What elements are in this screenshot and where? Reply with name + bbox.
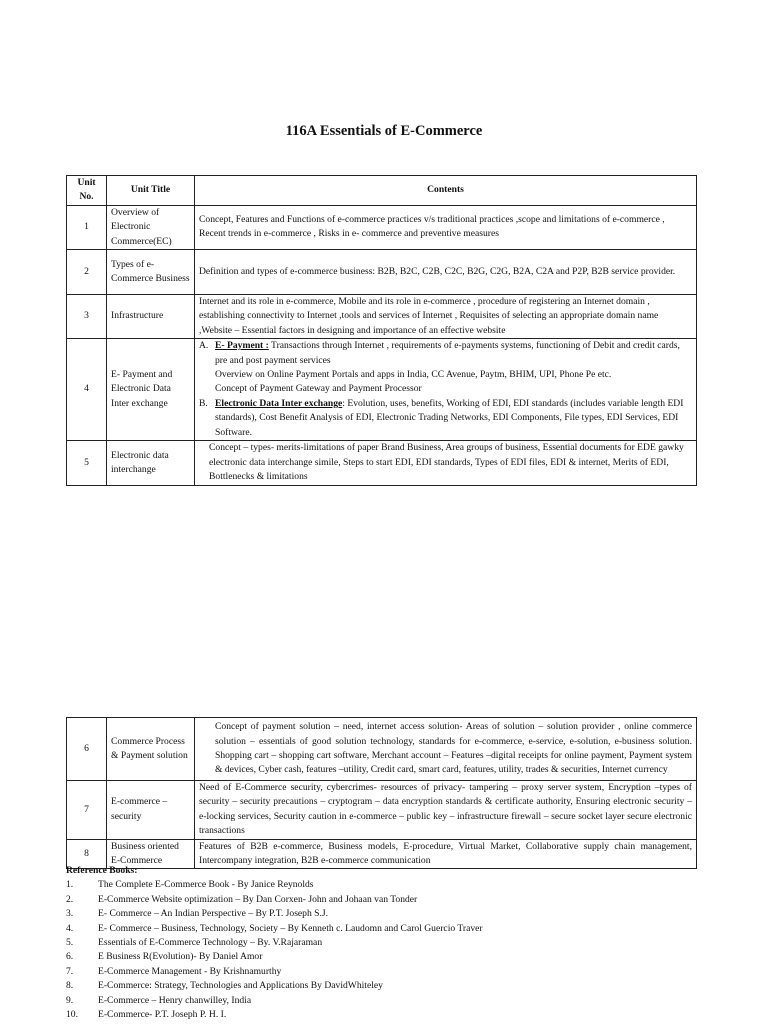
- subsection-a-line-2: Overview on Online Payment Portals and apps in India, CC Avenue, Paytm, BHIM, UPI, Phone Pe etc.: [215, 369, 612, 381]
- syllabus-table-part-1: [66, 175, 697, 486]
- unit-no: 2: [67, 250, 107, 295]
- unit-no: 1: [67, 205, 107, 249]
- unit-title: Types of e-Commerce Business: [107, 250, 195, 295]
- unit-title: E-commerce – security: [107, 781, 195, 840]
- list-item: 7. E-Commerce Management - By Krishnamurthy: [66, 965, 282, 977]
- unit-contents: Internet and its role in e-commerce, Mobile and its role in e-commerce , procedure of registering an Internet domain , establishing connectivity to Internet ,tools and services of Internet , Requisites of selecting an appropriate domain name ,Website – Essential factors in designing and importance of an effective website: [195, 295, 697, 339]
- header-unit-no: Unit No.: [67, 176, 107, 206]
- unit-title: E- Payment and Electronic Data Inter exchange: [107, 339, 195, 441]
- table-row: [67, 441, 697, 486]
- reference-books-heading: Reference Books:: [66, 865, 138, 876]
- list-item: 9. E-Commerce – Henry chanwilley, India: [66, 994, 252, 1006]
- subsection-a: [199, 339, 692, 368]
- unit-title: Commerce Process & Payment solution: [107, 718, 195, 781]
- table-row: [67, 339, 697, 441]
- table-row: [67, 250, 697, 295]
- syllabus-table-part-2: [66, 717, 697, 869]
- subsection-b: [199, 397, 692, 440]
- list-item: 8. E-Commerce: Strategy, Technologies and Applications By DavidWhiteley: [66, 980, 383, 992]
- unit-no: 7: [67, 781, 107, 840]
- unit-contents: Concept – types- merits-limitations of paper Brand Business, Area groups of business, Essential documents for EDE gawky electronic data interchange simile, Steps to start EDI, EDI standards, Types of EDI files, EDI & internet, Merits of EDI, Bottlenecks & limitations: [195, 441, 697, 486]
- table-row: [67, 205, 697, 249]
- unit-title: Infrastructure: [107, 295, 195, 339]
- subsection-a-heading: E- Payment :: [215, 340, 269, 352]
- subsection-b-text: : Evolution, uses, benefits, Working of EDI, EDI standards (includes variable length EDI standards), Cost Benefit Analysis of EDI, Electronic Trading Networks, EDI Components, File types, EDI Services, EDI Software.: [215, 397, 684, 438]
- list-item: 5. Essentials of E-Commerce Technology – By. V.Rajaraman: [66, 937, 323, 949]
- unit-no: 6: [67, 718, 107, 781]
- reference-books: [66, 864, 706, 1022]
- unit-no: 3: [67, 295, 107, 339]
- unit-contents: [195, 339, 697, 441]
- subsection-a-line-3: Concept of Payment Gateway and Payment Processor: [215, 383, 422, 395]
- subsection-b-heading: Electronic Data Inter exchange: [215, 397, 343, 409]
- header-contents: Contents: [195, 176, 697, 206]
- unit-no: 8: [67, 839, 107, 869]
- unit-no: 4: [67, 339, 107, 441]
- subsection-a-text: Transactions through Internet , requirements of e-payments systems, functioning of Debit and credit cards, pre and post payment services: [215, 340, 680, 366]
- header-unit-title: Unit Title: [107, 176, 195, 206]
- unit-title: Overview of Electronic Commerce(EC): [107, 205, 195, 249]
- list-item: 10. E-Commerce- P.T. Joseph P. H. I.: [66, 1009, 227, 1021]
- list-item: 4. E- Commerce – Business, Technology, Society – By Kenneth c. Laudomn and Carol Guercio Traver: [66, 922, 483, 934]
- unit-contents: Need of E-Commerce security, cybercrimes- resources of privacy- tampering – proxy server system, Encryption –types of security – security precautions – cryptogram – data encryption standards & certificate authority, Ensuring electronic security – e-locking services, Security caution in e-commerce – public key – infrastructure firewall – secure socket layer secure electronic transactions: [195, 781, 697, 840]
- list-item: 1. The Complete E-Commerce Book - By Janice Reynolds: [66, 879, 314, 891]
- unit-no: 5: [67, 441, 107, 486]
- unit-contents: Concept of payment solution – need, internet access solution- Areas of solution – solution provider , online commerce solution – essentials of good solution technology, standards for e-commerce, e-service, e-solution, e-business solution. Shopping cart – shopping cart software, Merchant account – Features –digital receipts for online payment, Payment system & devices, Cyber cash, features –utility, Credit card, smart card, features, utility, trades & securities, Internet currency: [195, 718, 697, 781]
- table-row: [67, 295, 697, 339]
- table-row: [67, 781, 697, 840]
- unit-title: Electronic data interchange: [107, 441, 195, 486]
- list-item: 3. E- Commerce – An Indian Perspective – By P.T. Joseph S.J.: [66, 908, 329, 920]
- subsection-b-marker: B.: [199, 397, 208, 409]
- unit-contents: Definition and types of e-commerce business: B2B, B2C, C2B, C2C, B2G, C2G, B2A, C2A and P2P, B2B service provider.: [195, 250, 697, 295]
- unit-contents: Features of B2B e-commerce, Business models, E-procedure, Virtual Market, Collaborative supply chain management, Intercompany integration, B2B e-commerce communication: [195, 839, 697, 869]
- list-item: 2. E-Commerce Website optimization – By Dan Corxen- John and Johaan van Tonder: [66, 893, 418, 905]
- subsection-a-marker: A.: [199, 340, 209, 352]
- page-title: 116A Essentials of E-Commerce: [285, 123, 483, 139]
- table-header-row: [67, 176, 697, 206]
- table-row: [67, 718, 697, 781]
- unit-title: Business oriented E-Commerce: [107, 839, 195, 869]
- list-item: 6. E Business R(Evolution)- By Daniel Amor: [66, 951, 263, 963]
- unit-contents: Concept, Features and Functions of e-commerce practices v/s traditional practices ,scope and limitations of e-commerce , Recent trends in e-commerce , Risks in e- commerce and preventive measures: [195, 205, 697, 249]
